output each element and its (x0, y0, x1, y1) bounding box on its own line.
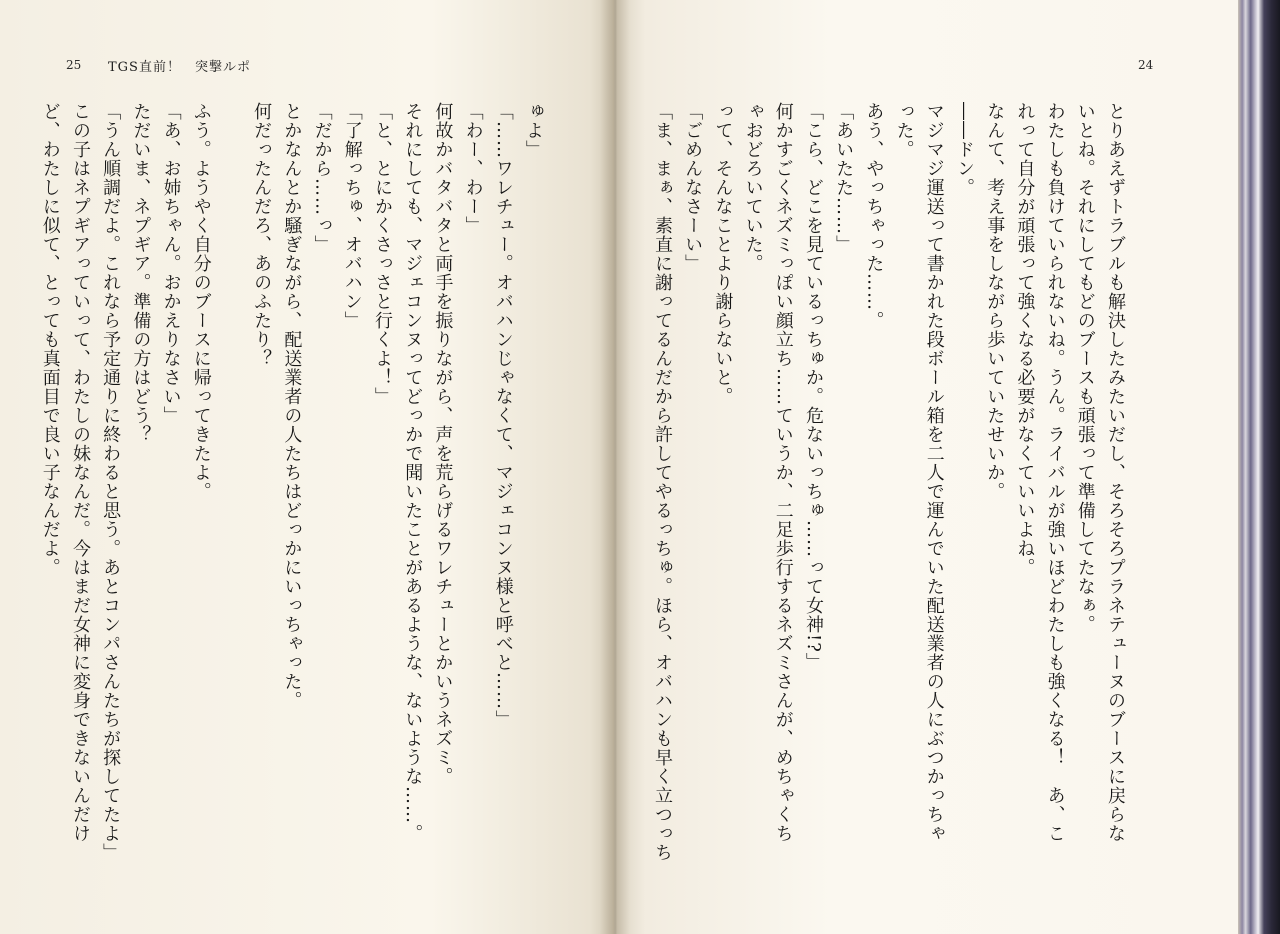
text-line: ど、わたしに似て、とっても真面目で良い子なんだよ。 (39, 102, 61, 577)
text-line: とりあえずトラブルも解決したみたいだし、そろそろプラネテューヌのブースに戻らな (1105, 102, 1126, 843)
text-line: あう、やっちゃった……。 (863, 102, 885, 330)
right-page-number: 24 (1138, 58, 1154, 72)
text-line: って、そんなことより謝らないと。 (712, 102, 734, 406)
text-line: ただいま、ネプギア。準備の方はどう？ (130, 102, 152, 444)
text-line: いとね。それにしてもどのブースも頑張って準備してたなぁ。 (1074, 102, 1096, 634)
text-line: 「あいたた……」 (833, 102, 855, 254)
text-line: 「だから……っ」 (311, 102, 333, 254)
text-line: 「あ、お姉ちゃん。おかえりなさい」 (160, 102, 182, 425)
text-line: それにしても、マジェコンヌってどっかで聞いたことがあるような、ないような……。 (402, 102, 424, 843)
text-line: ゅよ」 (523, 102, 544, 159)
text-line: 何かすごくネズミっぽい顔立ち……ていうか、二足歩行するネズミさんが、めちゃくち (772, 102, 794, 843)
text-line (216, 102, 246, 862)
running-head: TGS直前！ 突撃ルポ (108, 60, 251, 75)
left-page-text (39, 102, 548, 862)
left-page-number: 25 (66, 58, 82, 72)
text-line: 何故かバタバタと両手を振りながら、声を荒らげるワレチューとかいうネズミ。 (432, 102, 454, 786)
right-page-text (646, 102, 1130, 862)
text-line: 「と、とにかくさっさと行くよ！」 (371, 102, 393, 406)
text-line: ――ドン。 (953, 102, 975, 197)
text-line: 「了解っちゅ、オバハン」 (341, 102, 363, 330)
text-line: 「……ワレチュー。オバハンじゃなくて、マジェコンヌ様と呼べと……」 (492, 102, 514, 729)
text-line: ゃおどろいていた。 (742, 102, 764, 273)
text-line: 「わー、わー」 (462, 102, 484, 235)
text-line: 「こら、どこを見ているっちゅか。危ないっちゅ……って女神!?」 (802, 102, 824, 672)
text-line: ふう。ようやく自分のブースに帰ってきたよ。 (190, 102, 212, 501)
text-line: 何だったんだろ、あのふたり？ (251, 102, 273, 368)
text-line: 「ごめんなさーい」 (682, 102, 704, 273)
text-line: この子はネプギアっていって、わたしの妹なんだ。今はまだ女神に変身できないんだけ (69, 102, 91, 843)
text-line: なんて、考え事をしながら歩いていたせいか。 (984, 102, 1006, 501)
book-gutter (600, 0, 630, 934)
text-line: った。 (893, 102, 915, 159)
text-line: とかなんとか騒ぎながら、配送業者の人たちはどっかにいっちゃった。 (281, 102, 303, 710)
text-line: 「うん順調だよ。これなら予定通りに終わると思う。あとコンパさんたちが探してたよ」 (100, 102, 122, 862)
text-line: れって自分が頑張って強くなる必要がなくていいよね。 (1014, 102, 1036, 577)
text-line: わたしも負けていられないね。うん。ライバルが強いほどわたしも強くなる！ あ、こ (1044, 102, 1066, 843)
book-page-edge (1238, 0, 1280, 934)
text-line: 「ま、まぁ、素直に謝ってるんだから許してやるっちゅ。ほら、オバハンも早く立つっち (651, 102, 673, 862)
text-line: マジマジ運送って書かれた段ボール箱を二人で運んでいた配送業者の人にぶつかっちゃ (923, 102, 945, 843)
